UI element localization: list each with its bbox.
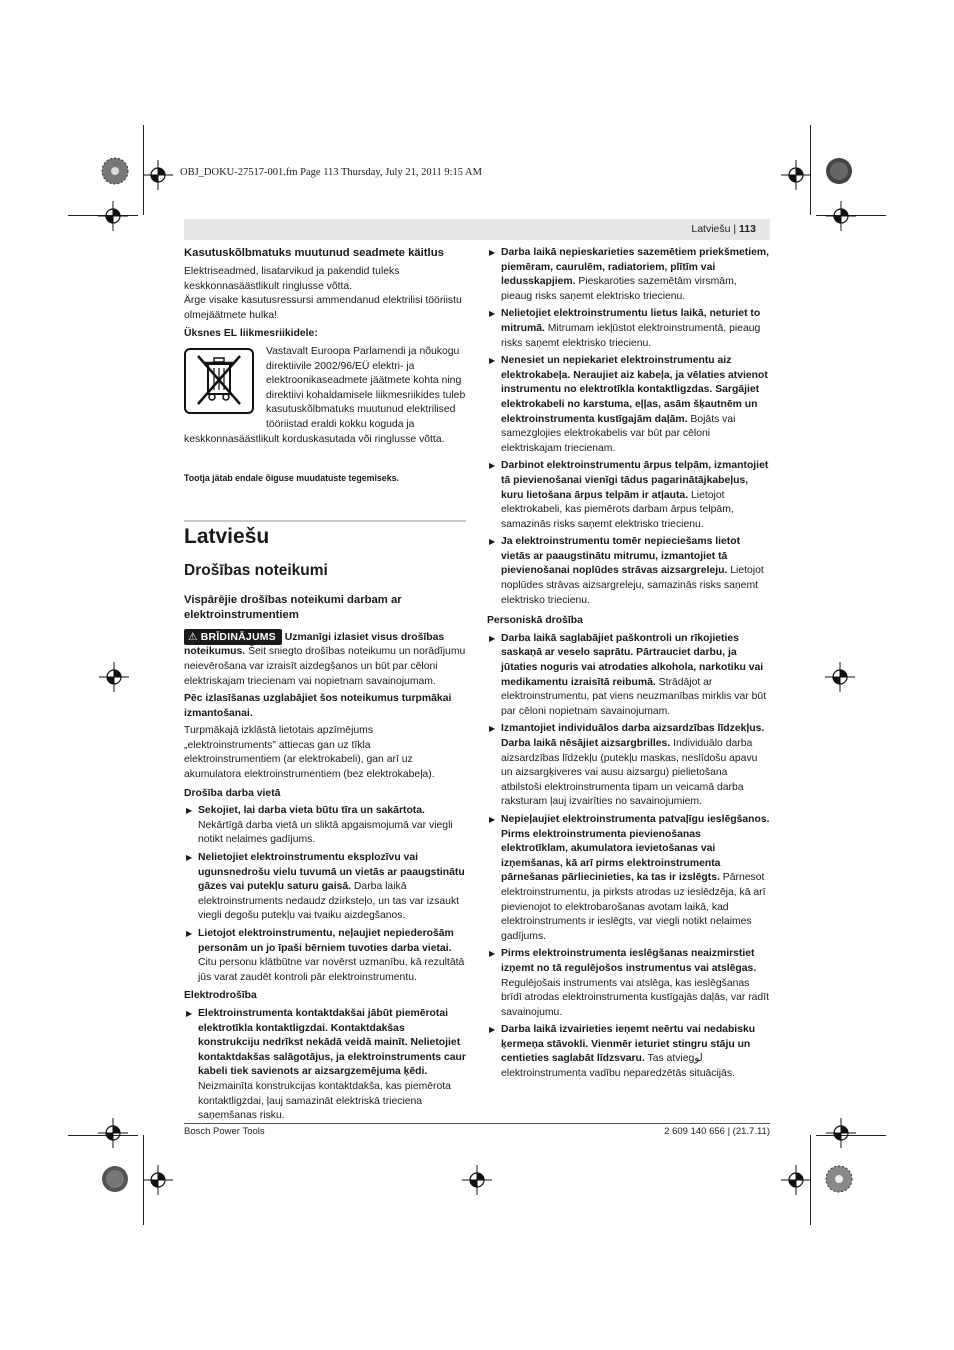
electrical-safety-heading: Elektrodrošība bbox=[184, 990, 257, 1002]
triangle-right-icon: ▶ bbox=[489, 461, 496, 471]
et-paragraph-2: Ärge visake kasutusressursi ammendanud elektrilisi tööriistu olmejäätmete hulka! bbox=[184, 295, 462, 321]
warning-label: BRĪDINĀJUMS bbox=[200, 630, 276, 643]
footer-brand: Bosch Power Tools bbox=[184, 1126, 265, 1137]
item-bold: Nepieļaujiet elektroinstrumenta patvaļīgu ieslēgšanos. Pirms elektroinstrumenta pievienošanas elektrotīklam, akumulatora ievietošanas vai izņemšanas, kā arī pirms elektroinstrumenta pārnešanas pārliecinieties, ka tas ir izslēgts. bbox=[501, 813, 770, 884]
list-item bbox=[487, 354, 770, 456]
et-disposal-heading: Kasutuskõlbmatuks muutunud seadmete käitlus bbox=[184, 247, 444, 259]
personal-safety-heading: Personiskā drošība bbox=[487, 615, 583, 627]
list-item bbox=[487, 1023, 770, 1081]
item-bold: Ja elektroinstrumentu tomēr nepieciešams lietot vietās ar paaugstinātu mitrumu, izmantojiet tā pievienošanai noplūdes strāvas aizsargreleju. bbox=[501, 536, 741, 577]
item-bold: Darba laikā nepieskarieties sazemētiem priekšmetiem, piemēram, caurulēm, radiatoriem, plītīm vai ledusskapjiem. bbox=[501, 247, 769, 288]
header-section: Latviešu bbox=[691, 223, 731, 235]
triangle-right-icon: ▶ bbox=[489, 1025, 496, 1035]
warning-text: Šeit sniegto drošības noteikumu un norādījumu neievērošana var izraisīt aizdegšanos un būt par cēloni elektriskajam triecienam vai nopietnam savainojumam. bbox=[184, 646, 466, 687]
electrical-list-left bbox=[184, 1007, 466, 1124]
item-text: Bojāts vai samezglojies elektrokabelis var būt par cēloni elektriskajam triecienam. bbox=[501, 413, 736, 454]
et-eu-label: Üksnes EL liikmesriikidele: bbox=[184, 328, 318, 340]
item-text: Individuālo darba aizsardzības līdzekļu (putekļu maskas, neslīdošu apavu un aizsargķiveres vai ausu aizsargu) pielietošana atbilstoši elektroinstrumenta tipam un veicamā darba raksturam ļauj izvairīties no savainojumiem. bbox=[501, 738, 758, 808]
triangle-right-icon: ▶ bbox=[489, 949, 496, 959]
lv-general-heading: Vispārējie drošības noteikumi darbam ar elektroinstrumentiem bbox=[184, 593, 402, 621]
list-item bbox=[487, 535, 770, 608]
item-bold: Darba laikā izvairieties ieņemt neērtu vai nedabisku ķermeņa stāvokli. Vienmēr ieturiet stingru stāju un centieties saglabāt līdzsvaru. bbox=[501, 1024, 756, 1065]
item-bold: Izmantojiet individuālos darba aizsardzības līdzekļus. Darba laikā nēsājiet aizsargbrilles. bbox=[501, 723, 765, 749]
item-text: Pārnesot elektroinstrumentu, ja pirksts atrodas uz ieslēdzēja, kā arī pievienojot to elektrobarošanas avotam laikā, kad elektroinstruments ir ieslēgts, var viegli notikt nelaimes gadījums. bbox=[501, 872, 766, 942]
work-area-heading: Drošība darba vietā bbox=[184, 787, 281, 799]
registration-crosshair-icon bbox=[825, 662, 855, 692]
warning-triangle-icon: ⚠ bbox=[188, 630, 198, 643]
et-paragraph-1: Elektriseadmed, lisatarvikud ja pakendid tuleks keskkonnasäästlikult ringlusse võtta. bbox=[184, 266, 400, 292]
page-number: 113 bbox=[739, 223, 756, 235]
item-bold: Nelietojiet elektroinstrumentu lietus laikā, neturiet to mitrumā. bbox=[501, 308, 761, 334]
registration-crosshair-icon bbox=[826, 1118, 856, 1148]
triangle-right-icon: ▶ bbox=[489, 814, 496, 824]
list-item bbox=[487, 722, 770, 810]
color-target-icon bbox=[101, 157, 129, 185]
color-target-icon bbox=[825, 1165, 853, 1193]
item-text: Mitrumam iekļūstot elektroinstrumentā, pieaug risks saņemt elektrisko triecienu. bbox=[501, 322, 761, 349]
item-bold: Darbinot elektroinstrumentu ārpus telpām, izmantojiet tā pievienošanai vienīgi tādus pagarinātājkabeļus, kuru lietošana ārpus telpām ir atļauta. bbox=[501, 460, 769, 501]
triangle-right-icon: ▶ bbox=[489, 537, 496, 547]
registration-crosshair-icon bbox=[143, 160, 173, 190]
item-bold: Elektroinstrumenta kontaktdakšai jābūt piemērotai elektrotīkla kontaktligzdai. Kontaktdakšas konstrukciju nedrīkst nekādā veidā mainīt. Nelietojiet kontaktdakšas salāgotājus, ja elektroinstruments caur kabeli tiek savienots ar aizsargzemējuma ķēdi. bbox=[198, 1007, 466, 1078]
list-item bbox=[487, 947, 770, 1020]
registration-crosshair-icon bbox=[143, 1165, 173, 1195]
item-text: Regulējošais instruments vai atslēga, kas ieslēgšanas brīdī atrodas elektroinstrumenta kustīgajās daļās, var radīt savainojumu. bbox=[501, 977, 769, 1018]
electrical-list-right bbox=[487, 246, 770, 608]
item-text: Pieskaroties sazemētām virsmām, pieaug risks saņemt elektrisko triecienu. bbox=[501, 276, 737, 302]
item-text: Citu personu klātbūtne var novērst uzmanību, kā rezultātā jūs varat zaudēt kontroli pār elektroinstrumentu. bbox=[198, 957, 465, 983]
left-column bbox=[184, 246, 466, 1124]
registration-crosshair-icon bbox=[781, 160, 811, 190]
triangle-right-icon: ▶ bbox=[186, 853, 193, 863]
registration-crosshair-icon bbox=[99, 662, 129, 692]
item-bold: Darba laikā saglabājiet paškontroli un rīkojieties saskaņā ar veselo saprātu. Pārtrauciet darbu, ja jūtaties noguris vai atrodaties alkohola, narkotiku vai medikamentu izraisītā reibumā. bbox=[501, 632, 764, 688]
page-header bbox=[184, 219, 770, 240]
item-text: Nekārtīgā darba vietā un sliktā apgaismojumā var viegli notikt nelaimes gadījums. bbox=[198, 819, 453, 846]
footer-rule bbox=[184, 1123, 770, 1124]
file-info-line: OBJ_DOKU-27517-001.fm Page 113 Thursday, July 21, 2011 9:15 AM bbox=[180, 167, 482, 178]
list-item bbox=[184, 851, 466, 924]
item-text: Strādājot ar elektroinstrumentu, pat viens neuzmanības mirklis var būt par cēloni nopietnam savainojumam. bbox=[501, 676, 767, 717]
list-item bbox=[487, 632, 770, 720]
warning-bold: Uzmanīgi izlasiet visus drošības noteikumus. bbox=[184, 631, 445, 658]
list-item bbox=[487, 813, 770, 944]
warning-paragraph bbox=[184, 629, 466, 689]
list-item bbox=[184, 1007, 466, 1124]
item-text: Lietojot noplūdes strāvas aizsargreleju, samazinās risks saņemt elektrisko triecienu. bbox=[501, 565, 764, 606]
list-item bbox=[184, 927, 466, 985]
list-item bbox=[487, 307, 770, 351]
warning-badge bbox=[184, 629, 282, 645]
registration-crosshair-icon bbox=[98, 1118, 128, 1148]
triangle-right-icon: ▶ bbox=[489, 633, 496, 643]
registration-crosshair-icon bbox=[98, 201, 128, 231]
keep-instructions: Pēc izlasīšanas uzglabājiet šos noteikumus turpmākai izmantošanai. bbox=[184, 693, 452, 719]
footer-doc-number: 2 609 140 656 | (21.7.11) bbox=[664, 1126, 770, 1137]
work-area-list bbox=[184, 804, 466, 985]
registration-crosshair-icon bbox=[462, 1165, 492, 1195]
et-eu-text: Vastavalt Euroopa Parlamendi ja nõukogu direktiivile 2002/96/EÜ elektri- ja elektroonikaseadmete jäätmete kohta ning direktiivi kohaldamisele liikmesriikides tuleb kasutuskõlbmatuks muutunud elektrilised tööriistad eraldi kokku koguda ja keskkonnasäästlikult korduskasutada või ringlusse võtta. bbox=[184, 345, 466, 445]
item-bold: Pirms elektroinstrumenta ieslēgšanas neaizmirstiet izņemt no tā regulējošos instrumentus vai atslēgas. bbox=[501, 948, 757, 974]
registration-crosshair-icon bbox=[781, 1165, 811, 1195]
item-text: Neizmainīta konstrukcijas kontaktdakša, kas piemērota kontaktligzdai, ļauj samazināt elektriskā trieciena saņemšanas risku. bbox=[198, 1080, 451, 1122]
et-rights-note: Tootja jätab endale õiguse muudatuste tegemiseks. bbox=[184, 473, 399, 484]
triangle-right-icon: ▶ bbox=[489, 724, 496, 734]
triangle-right-icon: ▶ bbox=[489, 356, 496, 366]
list-item bbox=[487, 246, 770, 304]
item-text: Tas atviegلو elektroinstrumenta vadību neparedzētās situācijās. bbox=[501, 1053, 735, 1080]
triangle-right-icon: ▶ bbox=[186, 929, 193, 938]
item-bold: Sekojiet, lai darba vieta būtu tīra un sakārtota. bbox=[198, 805, 425, 817]
triangle-right-icon: ▶ bbox=[186, 1008, 193, 1018]
header-separator: | bbox=[733, 223, 737, 235]
item-text: Darba laikā elektroinstruments nedaudz dzirksteļo, un tas var izsaukt viegli degošu putekļu vai tvaiku aizdegšanos. bbox=[198, 881, 460, 922]
registration-crosshair-icon bbox=[826, 201, 856, 231]
list-item bbox=[487, 459, 770, 532]
item-bold: Nelietojiet elektroinstrumentu eksplozīvu vai ugunsnedrošu vielu tuvumā un vietās ar paaugstinātu gāzes vai putekļu saturu gaisā. bbox=[198, 852, 465, 893]
lv-title: Latviešu bbox=[184, 524, 270, 548]
personal-safety-list bbox=[487, 632, 770, 1082]
header-page-label bbox=[691, 223, 756, 235]
item-bold: Nenesiet un nepiekariet elektroinstrumentu aiz elektrokabeļa. Neraujiet aiz kabeļa, ja vēlaties atvienot instrumentu no elektrotīkla kontaktligzdas. Sargājiet elektrokabeli no karstuma, eļļas, asām šķautnēm un elektroinstrumenta kustīgajām daļām. bbox=[501, 355, 768, 425]
color-target-icon bbox=[101, 1165, 129, 1193]
weee-block bbox=[184, 345, 466, 447]
triangle-right-icon: ▶ bbox=[489, 248, 496, 257]
list-item bbox=[184, 804, 466, 848]
item-bold: Lietojot elektroinstrumentu, neļaujiet nepiederošām personām un jo īpaši bērniem tuvoties darba vietai. bbox=[198, 928, 454, 954]
term-definition: Turpmākajā izklāstā lietotais apzīmējums „elektroinstruments” attiecas gan uz tīkla elektroinstrumentiem (ar elektrokabeli), gan arī uz akumulatora elektroinstrumentiem (bez elektrokabeļa). bbox=[184, 725, 435, 781]
right-column bbox=[487, 246, 770, 1082]
lv-safety-heading: Drošības noteikumi bbox=[184, 561, 328, 579]
item-text: Lietojot elektrokabeli, kas piemērots darbam ārpus telpām, samazinās risks saņemt elektrisko triecienu. bbox=[501, 489, 734, 530]
triangle-right-icon: ▶ bbox=[489, 309, 496, 319]
triangle-right-icon: ▶ bbox=[186, 806, 193, 816]
color-target-icon bbox=[825, 157, 853, 185]
section-divider bbox=[184, 520, 466, 522]
